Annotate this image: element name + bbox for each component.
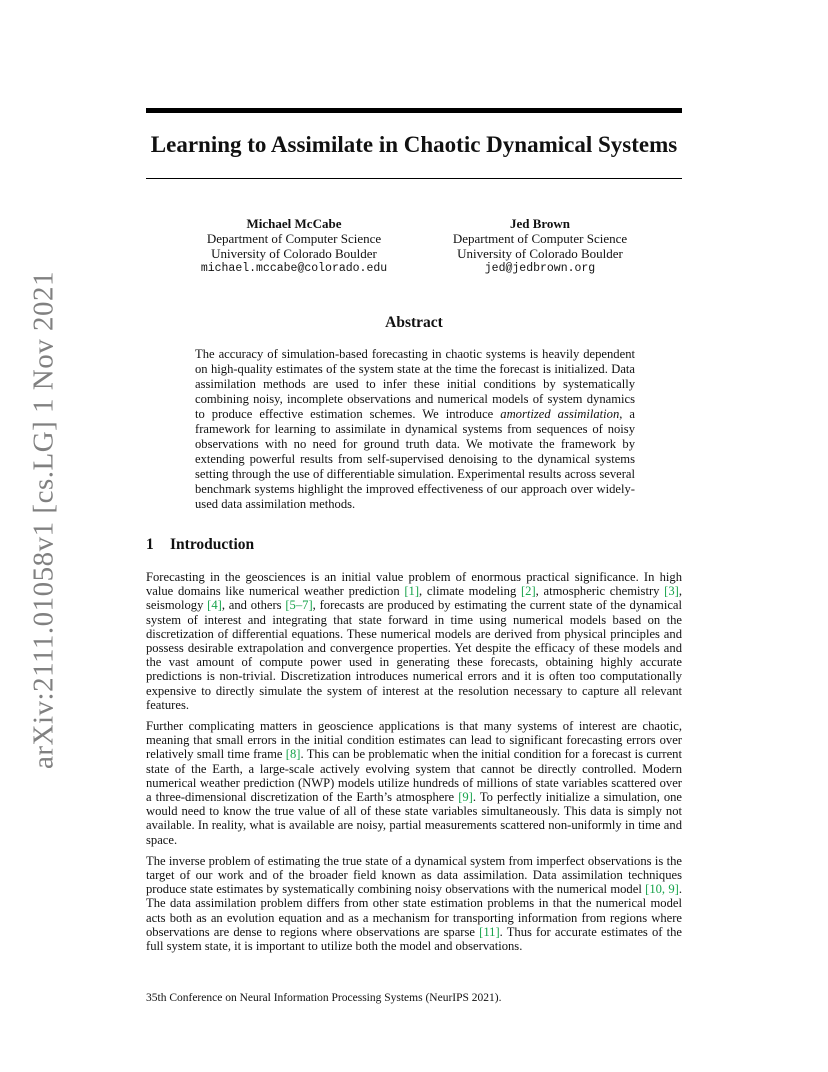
text-run: . Thus for accurate estimates of the full system state, it is important to utilize both the model and observations. (146, 924, 682, 954)
title-bottom-rule (146, 178, 682, 179)
abstract-heading: Abstract (385, 314, 443, 331)
citation-link[interactable]: [8] (285, 747, 301, 762)
author-university: University of Colorado Boulder (457, 246, 623, 261)
citation-link[interactable]: [4] (207, 598, 222, 613)
text-run: , atmospheric chemistry (535, 584, 665, 599)
author-department: Department of Computer Science (452, 231, 628, 246)
author-name: Michael McCabe (246, 216, 342, 231)
author-email[interactable]: jed@jedbrown.org (484, 262, 596, 275)
text-run: . This can be problematic when the initial condition for a forecast is current state of the Earth, a large-scale actively evolving system that cannot be directly controlled. Modern numerical weather prediction (NWP) models utilize hundreds of millions of state variables scattered over a three-dimensional discretization of the Earth’s atmosphere (146, 747, 682, 805)
citation-link[interactable]: [5–7] (285, 598, 313, 613)
abstract-text (195, 347, 635, 512)
title-top-rule (146, 108, 682, 113)
arxiv-identifier: arXiv:2111.01058v1 [cs.LG] 1 Nov 2021 (27, 270, 60, 770)
text-run: Further complicating matters in geoscience applications is that many systems of interest are chaotic, meaning that small errors in the initial condition estimates can lead to significant forecasting errors over relatively small time frame (146, 719, 682, 762)
text-run: , climate modeling (419, 584, 521, 599)
text-run: , and others (221, 598, 286, 613)
section-number: 1 (146, 536, 154, 553)
abstract-text-part: The accuracy of simulation-based forecasting in chaotic systems is heavily dependent on high-quality estimates of the system state at the time the forecast is initialized. Data assimilation methods are used to infer these initial conditions by systematically combining noisy, incomplete observations and numerical models of system dynamics to produce effective estimation schemes. We introduce (195, 347, 635, 421)
text-run: , seismology (146, 584, 682, 613)
text-run: . The data assimilation problem differs from other state estimation problems in that the numerical model acts both as an evolution equation and as a mechanism for transporting information from regions where observations are dense to regions where observations are sparse (146, 882, 683, 939)
author-name: Jed Brown (509, 216, 571, 231)
author-department: Department of Computer Science (206, 231, 382, 246)
citation-link[interactable]: [1] (404, 584, 420, 599)
text-run: The inverse problem of estimating the true state of a dynamical system from imperfect observations is the target of our work and of the broader field known as data assimilation. Data assimilation techniques produce state estimates by systematically combining noisy observations with the numerical model (146, 853, 682, 897)
author-email[interactable]: michael.mccabe@colorado.edu (200, 262, 388, 275)
section-heading (146, 536, 254, 554)
citation-link[interactable]: [10, 9] (645, 882, 679, 897)
introduction-body (146, 570, 682, 960)
citation-link[interactable]: [11] (479, 924, 500, 939)
author-university: University of Colorado Boulder (211, 246, 377, 261)
abstract-emphasis: amortized assimilation (500, 407, 620, 421)
paragraph-2 (146, 719, 682, 847)
text-run: Forecasting in the geosciences is an initial value problem of enormous practical significance. In high value domains like numerical weather prediction (146, 570, 682, 599)
conference-footer: 35th Conference on Neural Information Processing Systems (NeurIPS 2021). (146, 992, 502, 1004)
paragraph-1 (146, 570, 682, 712)
citation-link[interactable]: [9] (458, 790, 473, 805)
citation-link[interactable]: [3] (664, 584, 679, 599)
paragraph-3 (146, 854, 682, 953)
citation-link[interactable]: [2] (520, 584, 536, 599)
paper-title: Learning to Assimilate in Chaotic Dynamical Systems (150, 132, 678, 157)
author-block-1 (164, 216, 424, 276)
section-title: Introduction (170, 536, 255, 553)
text-run: , forecasts are produced by estimating the current state of the dynamical system of interest and integrating that state forward in time using numerical models based on the discretization of differential equations. These numerical models are derived from physical principles and possess desirable extrapolation and convergence properties. Yet despite the efficacy of these models and the vast amount of compute power used in generating these forecasts, obtaining highly accurate predictions is non-trivial. Discretization introduces numerical errors and it is often too computationally expensive to directly simulate the system of interest at the resolution necessary to capture all relevant features. (146, 598, 683, 712)
text-run: . To perfectly initialize a simulation, one would need to know the true value of all of these state variables simultaneously. This data is simply not available. In reality, what is available are noisy, partial measurements scattered non-uniformly in time and space. (146, 790, 682, 847)
author-block-2 (410, 216, 670, 276)
abstract-text-part: , a framework for learning to assimilate in dynamical systems from sequences of noisy observations with no need for ground truth data. We motivate the framework by extending powerful results from self-supervised denoising to the dynamical systems setting through the use of differentiable simulation. Experimental results across several benchmark systems highlight the improved effectiveness of our approach over widely-used data assimilation methods. (195, 407, 635, 511)
